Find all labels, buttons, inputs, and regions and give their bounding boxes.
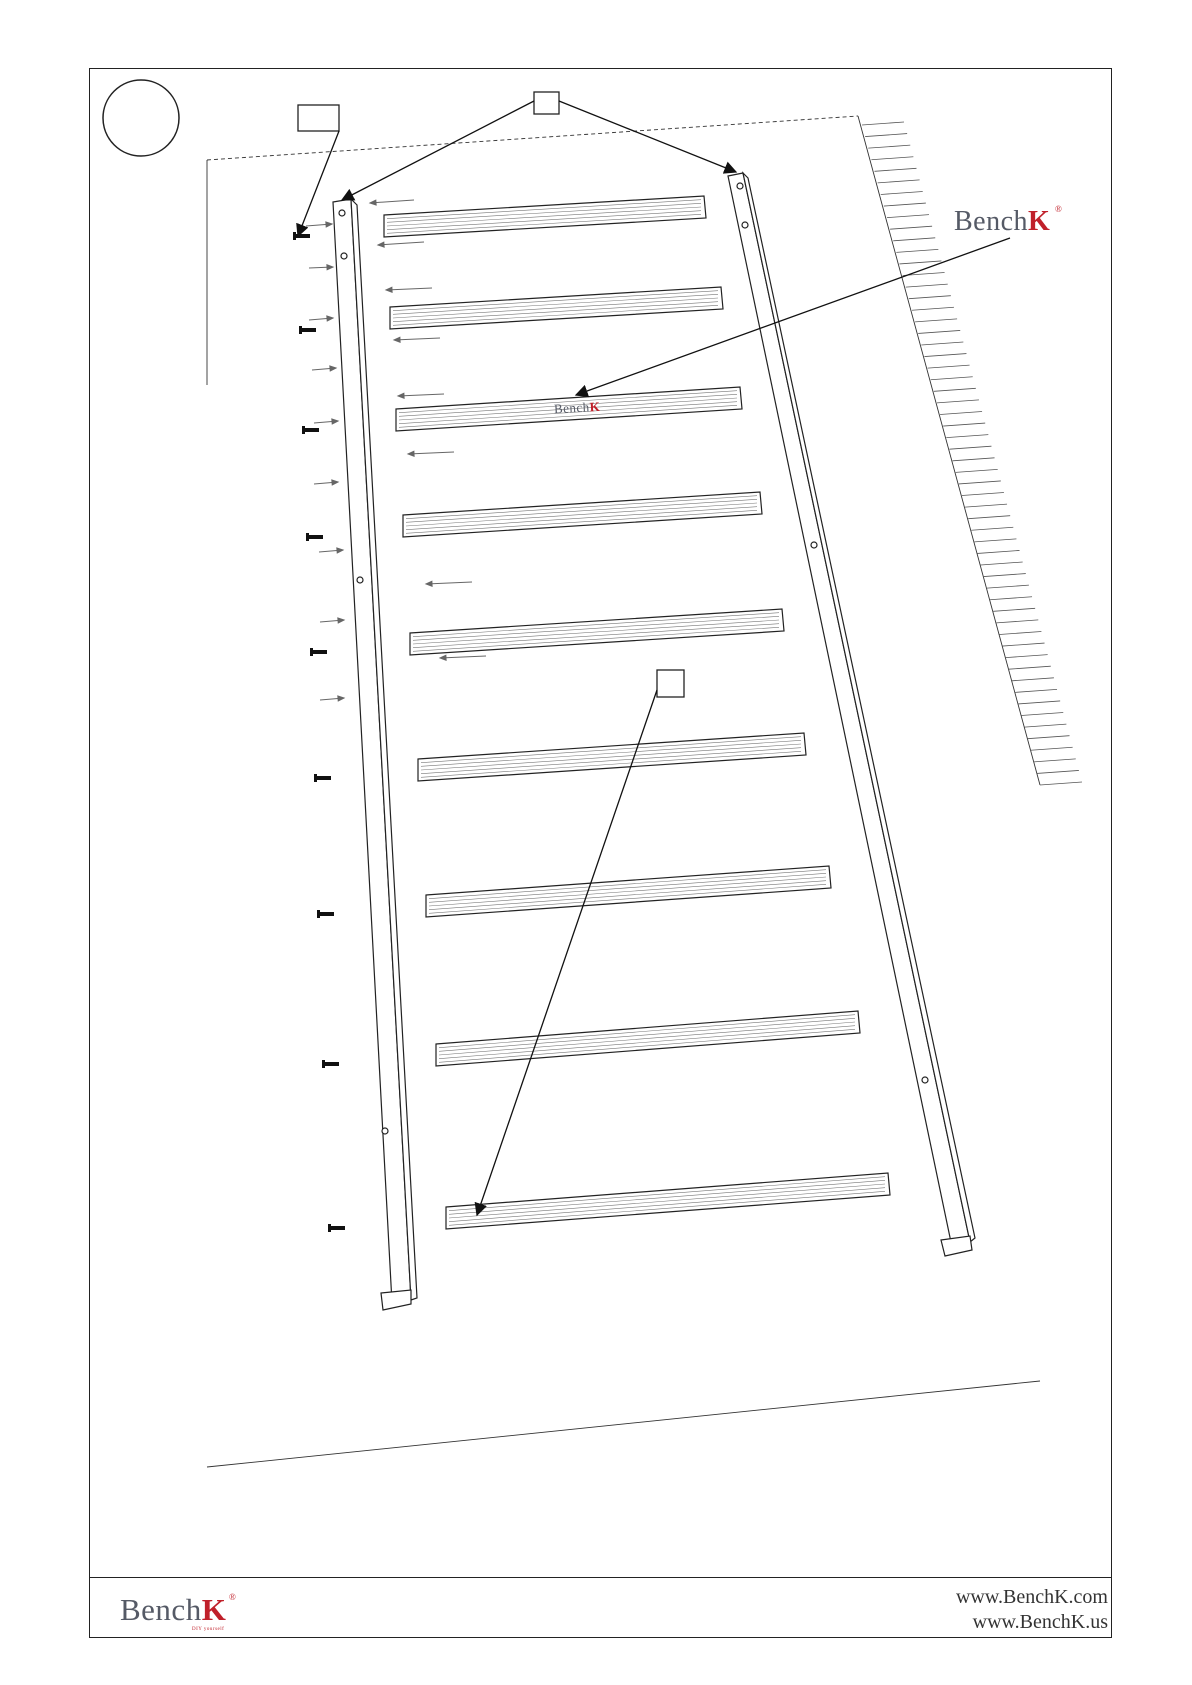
slat: [410, 609, 784, 655]
direction-arrow: [309, 265, 333, 270]
hatch-mark: [962, 493, 1004, 496]
part-label-box-bolts: [298, 105, 339, 131]
direction-arrow: [309, 316, 333, 321]
bolt-icon: [306, 533, 323, 541]
direction-arrows: [306, 200, 486, 701]
direction-arrow: [386, 287, 432, 292]
hatch-mark: [1015, 689, 1057, 692]
bolt-icon: [322, 1060, 339, 1068]
slats: [384, 196, 890, 1229]
hatch-mark: [881, 191, 923, 194]
hatch-mark: [896, 249, 938, 252]
hatch-mark: [949, 446, 991, 449]
hatch-mark: [971, 527, 1013, 530]
hatch-mark: [921, 342, 963, 345]
hatch-mark: [1021, 713, 1063, 716]
direction-arrow: [314, 480, 338, 485]
hatch-mark: [928, 365, 970, 368]
direction-arrow: [398, 393, 444, 398]
bolt-icon: [314, 774, 331, 782]
hatch-mark: [1006, 655, 1048, 658]
hatch-mark: [909, 296, 951, 299]
hatch-mark: [990, 597, 1032, 600]
leader-right-rail: [559, 101, 736, 172]
direction-arrow: [312, 366, 336, 371]
direction-arrow: [320, 696, 344, 701]
footer-brand-part1: Bench: [120, 1592, 202, 1627]
brand-name-part1: Bench: [954, 206, 1029, 237]
bolt-icon: [293, 232, 310, 240]
hatch-mark: [981, 562, 1023, 565]
hatch-mark: [959, 481, 1001, 484]
footer-url-secondary[interactable]: www.BenchK.us: [972, 1611, 1108, 1633]
hatch-mark: [937, 400, 979, 403]
hatch-mark: [934, 388, 976, 391]
hatch-mark: [890, 226, 932, 229]
hatch-mark: [887, 215, 929, 218]
bolt-icon: [299, 326, 316, 334]
hatch-mark: [893, 238, 935, 241]
hatch-mark: [940, 411, 982, 414]
part-label-box-rails: [534, 92, 559, 114]
bolt-icon: [328, 1224, 345, 1232]
hatch-mark: [924, 354, 966, 357]
leader-left-rail: [342, 101, 534, 200]
slat: [384, 196, 706, 237]
hatch-mark: [999, 631, 1041, 634]
brand-stamp-part1: Bench: [553, 399, 591, 417]
direction-arrow: [426, 581, 472, 586]
bolts: [293, 232, 345, 1232]
part-label-box-slats: [657, 670, 684, 697]
leader-bolts: [298, 131, 339, 236]
direction-arrow: [314, 419, 338, 424]
hatch-mark: [993, 608, 1035, 611]
slat: [426, 866, 831, 917]
hatch-mark: [956, 469, 998, 472]
brand-name-part2: K: [1028, 206, 1051, 237]
hatch-mark: [984, 574, 1026, 577]
hatch-mark: [906, 284, 948, 287]
footer-registered-mark: ®: [228, 1592, 237, 1602]
bolt-icon: [317, 910, 334, 918]
hatch-mark: [878, 180, 920, 183]
leader-brand: [576, 238, 1010, 395]
hatch-mark: [874, 168, 916, 171]
hatch-mark: [996, 620, 1038, 623]
bolt-icon: [302, 426, 319, 434]
hatch-mark: [953, 458, 995, 461]
slat: [403, 492, 762, 537]
hatch-mark: [899, 261, 941, 264]
right-rail: [728, 173, 975, 1256]
footer-brand-logo: [120, 1592, 237, 1632]
hatch-mark: [965, 504, 1007, 507]
footer-brand-part2: K: [201, 1592, 227, 1627]
hatch-mark: [884, 203, 926, 206]
hatch-mark: [865, 134, 907, 137]
direction-arrow: [306, 222, 332, 227]
slat: [446, 1173, 890, 1229]
hatch-mark: [1018, 701, 1060, 704]
hatch-mark: [1034, 759, 1076, 762]
footer-brand-tagline: DIY yourself: [191, 1627, 225, 1632]
registered-mark: ®: [1054, 204, 1063, 214]
hatch-mark: [974, 539, 1016, 542]
direction-arrow: [370, 200, 414, 205]
slat: [418, 733, 806, 781]
brand-stamp-on-slat: [554, 399, 601, 417]
hatch-mark: [1028, 736, 1070, 739]
hatch-mark: [946, 435, 988, 438]
direction-arrow: [378, 242, 424, 247]
hatch-mark: [1031, 747, 1073, 750]
hatch-mark: [943, 423, 985, 426]
hatch-mark: [862, 122, 904, 125]
hatch-mark: [915, 319, 957, 322]
step-circle-icon: [103, 80, 179, 156]
hatch-mark: [931, 377, 973, 380]
brand-stamp-part2: K: [589, 398, 601, 415]
direction-arrow: [320, 618, 344, 623]
hatch-mark: [1003, 643, 1045, 646]
footer-url-primary[interactable]: www.BenchK.com: [955, 1586, 1108, 1608]
hatch-mark: [1009, 666, 1051, 669]
hatch-mark: [987, 585, 1029, 588]
hatch-mark: [1024, 724, 1066, 727]
hatch-mark: [912, 307, 954, 310]
hatch-mark: [1012, 678, 1054, 681]
hatch-mark: [1040, 782, 1082, 785]
direction-arrow: [394, 337, 440, 342]
hatch-mark: [871, 157, 913, 160]
hatch-mark: [918, 330, 960, 333]
hatch-mark: [1037, 770, 1079, 773]
bolt-icon: [310, 648, 327, 656]
hatch-mark: [868, 145, 910, 148]
direction-arrow: [319, 548, 343, 553]
direction-arrow: [408, 451, 454, 456]
brand-logo-callout: [954, 204, 1063, 238]
slat: [436, 1011, 860, 1066]
hatch-mark: [978, 550, 1020, 553]
left-rail: [333, 199, 417, 1310]
slat: [390, 287, 723, 329]
direction-arrow: [440, 655, 486, 660]
hatch-mark: [968, 516, 1010, 519]
